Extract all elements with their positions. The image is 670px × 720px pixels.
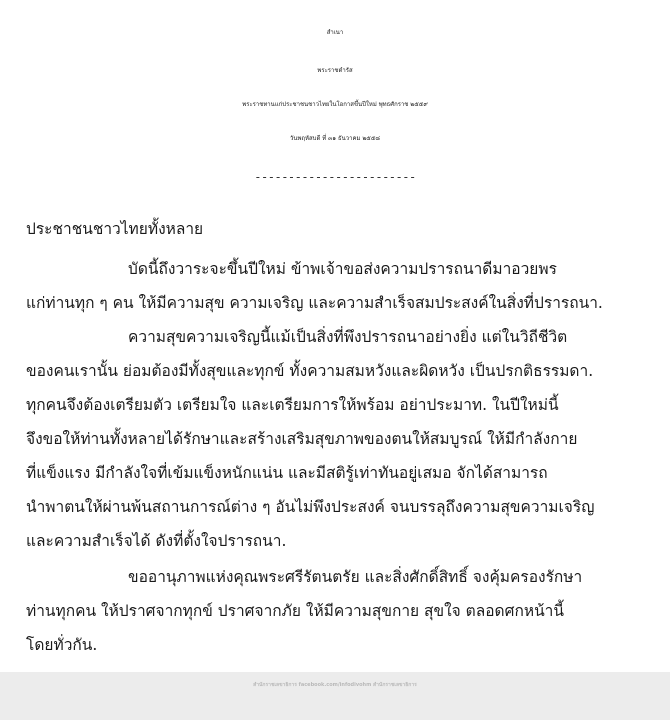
body-line: ขออานุภาพแห่งคุณพระศรีรัตนตรัย และสิ่งศักดิ์สิทธิ์ จงคุ้มครองรักษา: [128, 568, 583, 586]
body-line: ความสุขความเจริญนี้แม้เป็นสิ่งที่พึงปรารถนาอย่างยิ่ง แต่ในวิถีชีวิต: [128, 328, 568, 346]
header-subtitle: พระราชทานแก่ประชาชนชาวไทยในโอกาสขึ้นปีใหม่ พุทธศักราช ๒๕๕๙: [242, 101, 428, 108]
greeting-line: ประชาชนชาวไทยทั้งหลาย: [26, 220, 204, 238]
body-line: ท่านทุกคน ให้ปราศจากทุกข์ ปราศจากภัย ให้มีความสุขกาย สุขใจ ตลอดศกหน้านี้: [26, 602, 564, 620]
header-date: วันพฤหัสบดี ที่ ๓๑ ธันวาคม ๒๕๕๘: [289, 135, 380, 142]
body-line: และความสำเร็จได้ ดังที่ตั้งใจปรารถนา.: [26, 532, 287, 550]
footer-watermark: สำนักราชเลขาธิการ facebook.com/infodivohm สำนักราชเลขาธิการ: [253, 682, 417, 688]
body-line: แก่ท่านทุก ๆ คน ให้มีความสุข ความเจริญ และความสำเร็จสมประสงค์ในสิ่งที่ปรารถนา.: [26, 294, 603, 312]
body-line: นำพาตนให้ผ่านพ้นสถานการณ์ต่าง ๆ อันไม่พึงประสงค์ จนบรรลุถึงความสุขความเจริญ: [26, 498, 595, 516]
body-line: โดยทั่วกัน.: [26, 636, 98, 654]
body-line: ของคนเรานั้น ย่อมต้องมีทั้งสุขและทุกข์ ทั้งความสมหวังและผิดหวัง เป็นปรกติธรรมดา.: [26, 362, 594, 380]
body-line: บัดนี้ถึงวาระจะขึ้นปีใหม่ ข้าพเจ้าขอส่งความปรารถนาดีมาอวยพร: [128, 260, 557, 278]
header-divider: ------------------------: [254, 170, 416, 184]
header-title: พระราชดำรัส: [317, 67, 353, 74]
header-copy-label: สำเนา: [326, 29, 344, 36]
body-line: ที่แข็งแรง มีกำลังใจที่เข้มแข็งหนักแน่น และมีสติรู้เท่าทันอยู่เสมอ จักได้สามารถ: [26, 464, 548, 482]
body-line: จึงขอให้ท่านทั้งหลายได้รักษาและสร้างเสริมสุขภาพของตนให้สมบูรณ์ ให้มีกำลังกาย: [26, 430, 578, 448]
body-line: ทุกคนจึงต้องเตรียมตัว เตรียมใจ และเตรียมการให้พร้อม อย่าประมาท. ในปีใหม่นี้: [26, 396, 559, 414]
